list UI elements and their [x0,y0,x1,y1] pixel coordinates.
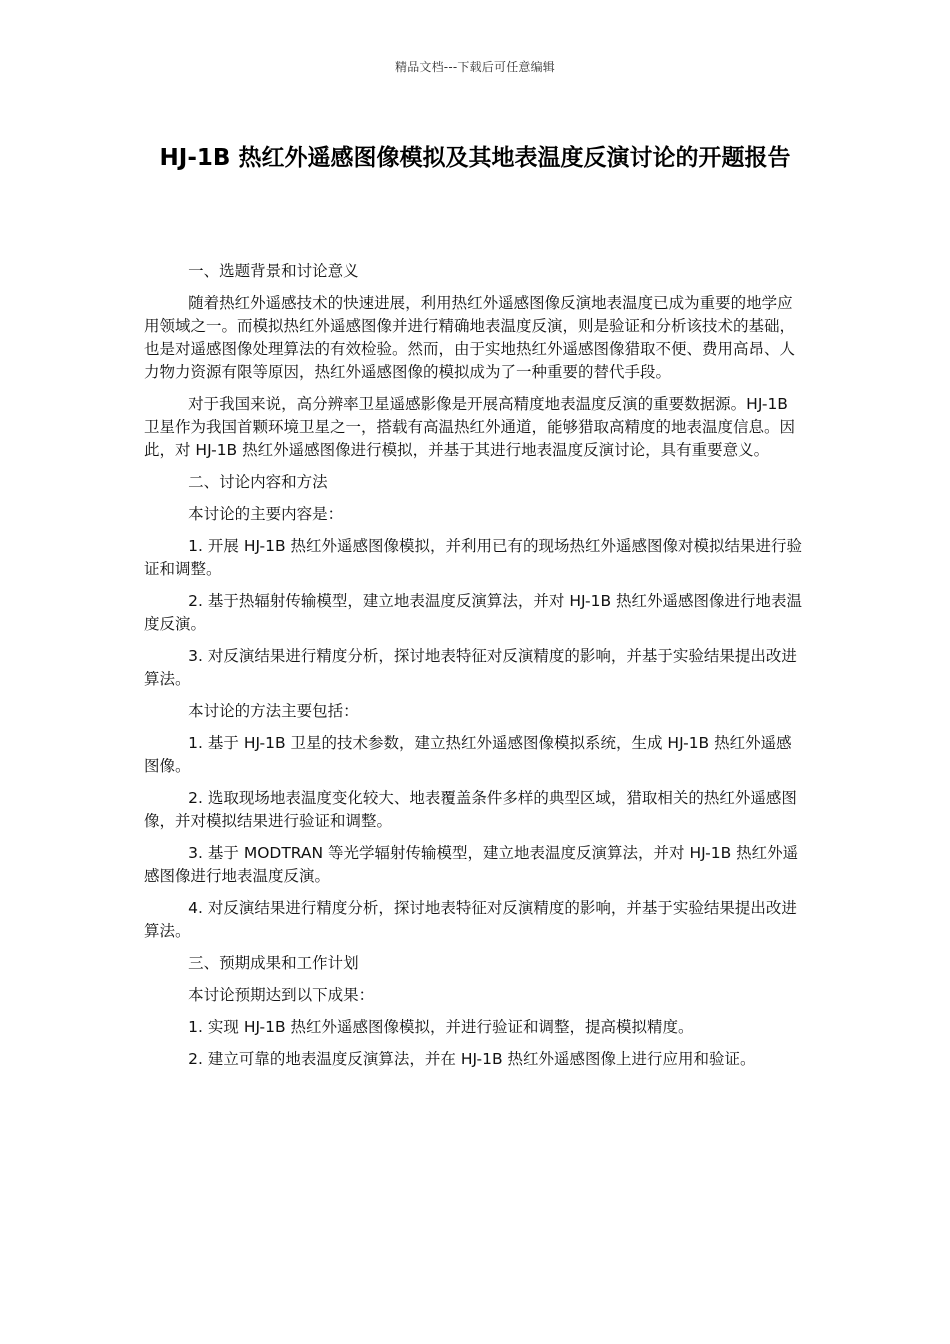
section-heading-1: 一、选题背景和讨论意义 [188,262,359,280]
paragraph: 本讨论预期达到以下成果： [188,986,375,1004]
section-heading-2: 二、讨论内容和方法 [188,473,328,491]
list-item: 1. 实现 HJ-1B 热红外遥感图像模拟，并进行验证和调整，提高模拟精度。 [188,1018,694,1036]
document-title: HJ-1B 热红外遥感图像模拟及其地表温度反演讨论的开题报告 [159,145,791,171]
list-item: 3. 对反演结果进行精度分析，探讨地表特征对反演精度的影响，并基于实验结果提出改进算法。 [144,647,797,688]
paragraph: 本讨论的方法主要包括： [188,702,359,720]
list-item: 2. 基于热辐射传输模型，建立地表温度反演算法，并对 HJ-1B 热红外遥感图像进行地表温度反演。 [144,592,803,633]
list-item: 4. 对反演结果进行精度分析，探讨地表特征对反演精度的影响，并基于实验结果提出改进算法。 [144,899,797,940]
paragraph: 对于我国来说，高分辨率卫星遥感影像是开展高精度地表温度反演的重要数据源。HJ-1B 卫星作为我国首颗环境卫星之一，搭载有高温热红外通道，能够猎取高精度的地表温度信息。因此，对 HJ-1B 热红外遥感图像进行模拟，并基于其进行地表温度反演讨论，具有重要意义。 [144,395,796,459]
document-body [144,260,804,1071]
paragraph: 本讨论的主要内容是： [188,505,344,523]
list-item: 2. 建立可靠的地表温度反演算法，并在 HJ-1B 热红外遥感图像上进行应用和验证。 [188,1050,756,1068]
list-item: 1. 开展 HJ-1B 热红外遥感图像模拟，并利用已有的现场热红外遥感图像对模拟结果进行验证和调整。 [144,537,803,578]
list-item: 1. 基于 HJ-1B 卫星的技术参数，建立热红外遥感图像模拟系统，生成 HJ-1B 热红外遥感图像。 [144,734,792,775]
list-item: 3. 基于 MODTRAN 等光学辐射传输模型，建立地表温度反演算法，并对 HJ-1B 热红外遥感图像进行地表温度反演。 [144,844,799,885]
list-item: 2. 选取现场地表温度变化较大、地表覆盖条件多样的典型区域，猎取相关的热红外遥感图像，并对模拟结果进行验证和调整。 [144,789,797,830]
section-heading-3: 三、预期成果和工作计划 [188,954,359,972]
header-note: 精品文档---下载后可任意编辑 [395,60,555,74]
paragraph: 随着热红外遥感技术的快速进展，利用热红外遥感图像反演地表温度已成为重要的地学应用领域之一。而模拟热红外遥感图像并进行精确地表温度反演，则是验证和分析该技术的基础，也是对遥感图像处理算法的有效检验。然而，由于实地热红外遥感图像猎取不便、费用高昂、人力物力资源有限等原因，热红外遥感图像的模拟成为了一种重要的替代手段。 [144,294,796,381]
